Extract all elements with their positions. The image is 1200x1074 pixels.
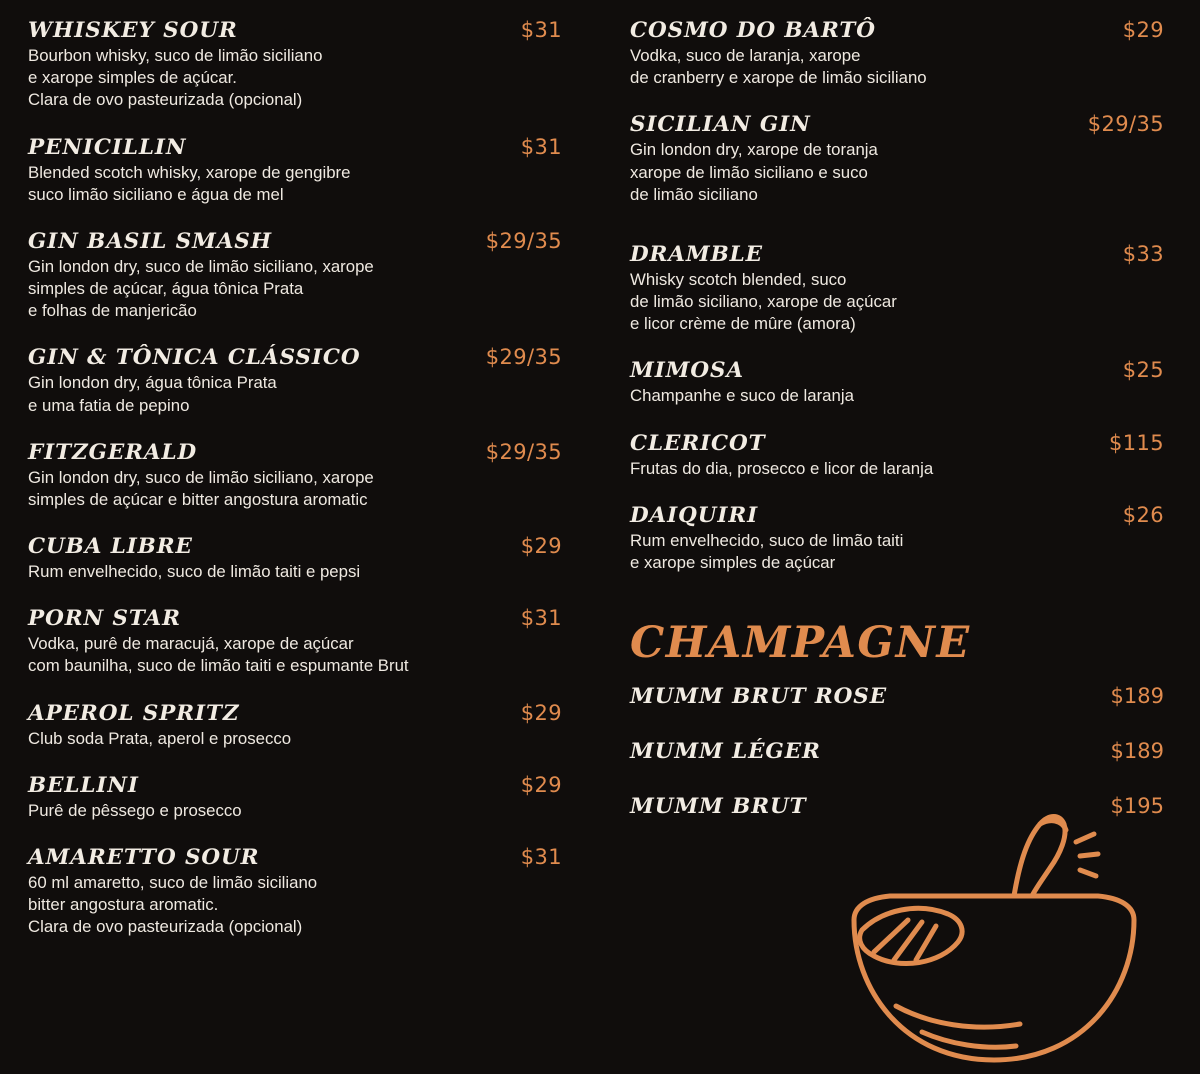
champagne-item-name: MUMM BRUT ROSE	[630, 684, 888, 710]
description-line: Clara de ovo pasteurizada (opcional)	[28, 917, 303, 937]
menu-item-name: CUBA LIBRE	[28, 534, 193, 560]
menu-item-price: $29/35	[485, 439, 562, 464]
menu-item-description	[28, 561, 548, 583]
menu-item-name: PORN STAR	[28, 606, 181, 632]
menu-item	[28, 135, 562, 206]
description-line: Champanhe e suco de laranja	[630, 386, 854, 406]
menu-item	[630, 503, 1164, 574]
menu-item-header	[28, 440, 562, 465]
description-line: xarope de limão siciliano e suco	[630, 162, 868, 182]
menu-item-header	[28, 773, 562, 798]
menu-item-price: $31	[520, 844, 562, 869]
menu-item-header	[28, 18, 562, 43]
champagne-item	[630, 684, 1164, 709]
section-title-champagne: CHAMPAGNE	[630, 618, 971, 669]
menu-item-description	[28, 162, 548, 206]
description-line: e uma fatia de pepino	[28, 395, 190, 415]
menu-item-name: GIN & TÔNICA CLÁSSICO	[28, 345, 361, 371]
description-line: e licor crème de mûre (amora)	[630, 314, 856, 334]
menu-item-description	[630, 139, 1150, 206]
menu-item-description	[630, 458, 1150, 480]
menu-item-description	[28, 872, 548, 939]
menu-item-price: $31	[520, 606, 562, 631]
menu-item-name: FITZGERALD	[28, 439, 198, 465]
menu-item-name: DRAMBLE	[630, 241, 763, 267]
description-line: e xarope simples de açúcar.	[28, 68, 237, 88]
champagne-item-price: $189	[1110, 684, 1164, 709]
menu-item-header	[28, 534, 562, 559]
menu-item-header	[630, 242, 1164, 267]
champagne-item-name: MUMM LÉGER	[630, 739, 821, 765]
menu-item	[28, 345, 562, 416]
menu-item-name: APEROL SPRITZ	[28, 700, 240, 726]
menu-item-price: $31	[520, 134, 562, 159]
menu-item-name: CLERICOT	[630, 430, 766, 456]
menu-item-header	[630, 358, 1164, 383]
description-line: Rum envelhecido, suco de limão taiti	[630, 530, 904, 550]
menu-item-description	[630, 385, 1150, 407]
menu-item-price: $29	[520, 772, 562, 797]
menu-item-price: $31	[520, 18, 562, 42]
description-line: Gin london dry, suco de limão siciliano, xarope	[28, 467, 374, 487]
menu-item	[630, 358, 1164, 407]
menu-item-description	[28, 467, 548, 511]
menu-item	[28, 606, 562, 677]
description-line: Frutas do dia, prosecco e licor de laranja	[630, 458, 934, 478]
description-line: suco limão siciliano e água de mel	[28, 184, 284, 204]
menu-item-name: COSMO DO BARTÔ	[630, 18, 876, 43]
menu-item-name: PENICILLIN	[28, 134, 187, 160]
menu-item-header	[630, 503, 1164, 528]
description-line: com baunilha, suco de limão taiti e espumante Brut	[28, 656, 409, 676]
description-line: Gin london dry, água tônica Prata	[28, 373, 277, 393]
menu-item-description	[28, 372, 548, 416]
description-line: e folhas de manjericão	[28, 301, 197, 321]
menu-item-description	[630, 45, 1150, 89]
menu-item-price: $26	[1122, 502, 1164, 527]
description-line: Club soda Prata, aperol e prosecco	[28, 728, 292, 748]
champagne-item	[630, 739, 1164, 764]
description-line: Rum envelhecido, suco de limão taiti e pepsi	[28, 562, 361, 582]
menu-item-header	[630, 431, 1164, 456]
menu-item-price: $115	[1108, 430, 1164, 455]
menu-item-header	[28, 701, 562, 726]
menu-item-description	[28, 633, 548, 677]
menu-item-header	[28, 135, 562, 160]
menu-item-price: $29	[520, 534, 562, 559]
menu-item	[28, 845, 562, 939]
menu-item-header	[28, 845, 562, 870]
description-line: simples de açúcar e bitter angostura aromatic	[28, 489, 368, 509]
menu-item-price: $29/35	[485, 228, 562, 253]
menu-item-price: $29/35	[485, 345, 562, 370]
menu-item-price: $29/35	[1087, 112, 1164, 137]
description-line: e xarope simples de açúcar	[630, 552, 836, 572]
menu-item	[28, 773, 562, 822]
menu-item-description	[630, 530, 1150, 574]
menu-item	[630, 112, 1164, 206]
description-line: Purê de pêssego e prosecco	[28, 800, 242, 820]
menu-item-name: SICILIAN GIN	[630, 112, 811, 138]
menu-item-description	[28, 45, 548, 112]
menu-item-header	[630, 112, 1164, 137]
menu-item	[630, 431, 1164, 480]
description-line: Vodka, suco de laranja, xarope	[630, 46, 861, 65]
menu-item-name: BELLINI	[28, 772, 139, 798]
description-line: Gin london dry, suco de limão siciliano, xarope	[28, 256, 374, 276]
description-line: Bourbon whisky, suco de limão siciliano	[28, 46, 323, 65]
menu-item	[630, 18, 1164, 89]
menu-item-price: $29	[520, 700, 562, 725]
menu-item-price: $29	[1122, 18, 1164, 42]
menu-item	[28, 440, 562, 511]
menu-item-header	[28, 229, 562, 254]
menu-item-name: DAIQUIRI	[630, 502, 759, 528]
champagne-item-name: MUMM BRUT	[630, 794, 807, 820]
champagne-item	[630, 794, 1164, 819]
menu-item-description	[28, 256, 548, 323]
menu-item-header	[630, 18, 1164, 43]
menu-item	[28, 534, 562, 583]
menu-item	[630, 242, 1164, 336]
menu-item-name: AMARETTO SOUR	[28, 844, 260, 870]
menu-item-header	[28, 606, 562, 631]
menu-item-name: GIN BASIL SMASH	[28, 228, 272, 254]
menu-item	[28, 18, 562, 112]
description-line: 60 ml amaretto, suco de limão siciliano	[28, 872, 318, 892]
menu-item-description	[28, 728, 548, 750]
menu-item-header	[28, 345, 562, 370]
menu-item-price: $25	[1122, 358, 1164, 383]
description-line: Blended scotch whisky, xarope de gengibre	[28, 162, 351, 182]
menu-item	[28, 229, 562, 323]
menu-item-description	[630, 269, 1150, 336]
menu-item-description	[28, 800, 548, 822]
description-line: simples de açúcar, água tônica Prata	[28, 279, 304, 299]
description-line: bitter angostura aromatic.	[28, 895, 219, 915]
menu-item-name: MIMOSA	[630, 358, 744, 384]
menu-item-price: $33	[1122, 241, 1164, 266]
description-line: Whisky scotch blended, suco	[630, 269, 847, 289]
description-line: de cranberry e xarope de limão siciliano	[630, 68, 927, 88]
description-line: de limão siciliano	[630, 184, 758, 204]
champagne-item-price: $195	[1110, 794, 1164, 819]
menu-item	[28, 701, 562, 750]
description-line: Vodka, purê de maracujá, xarope de açúcar	[28, 634, 354, 654]
description-line: de limão siciliano, xarope de açúcar	[630, 292, 897, 312]
champagne-item-price: $189	[1110, 739, 1164, 764]
cocktails-right-column	[596, 18, 1164, 1074]
menu-item-name: WHISKEY SOUR	[28, 18, 238, 43]
cocktails-left-column	[28, 18, 596, 1074]
description-line: Gin london dry, xarope de toranja	[630, 140, 878, 160]
description-line: Clara de ovo pasteurizada (opcional)	[28, 90, 303, 110]
